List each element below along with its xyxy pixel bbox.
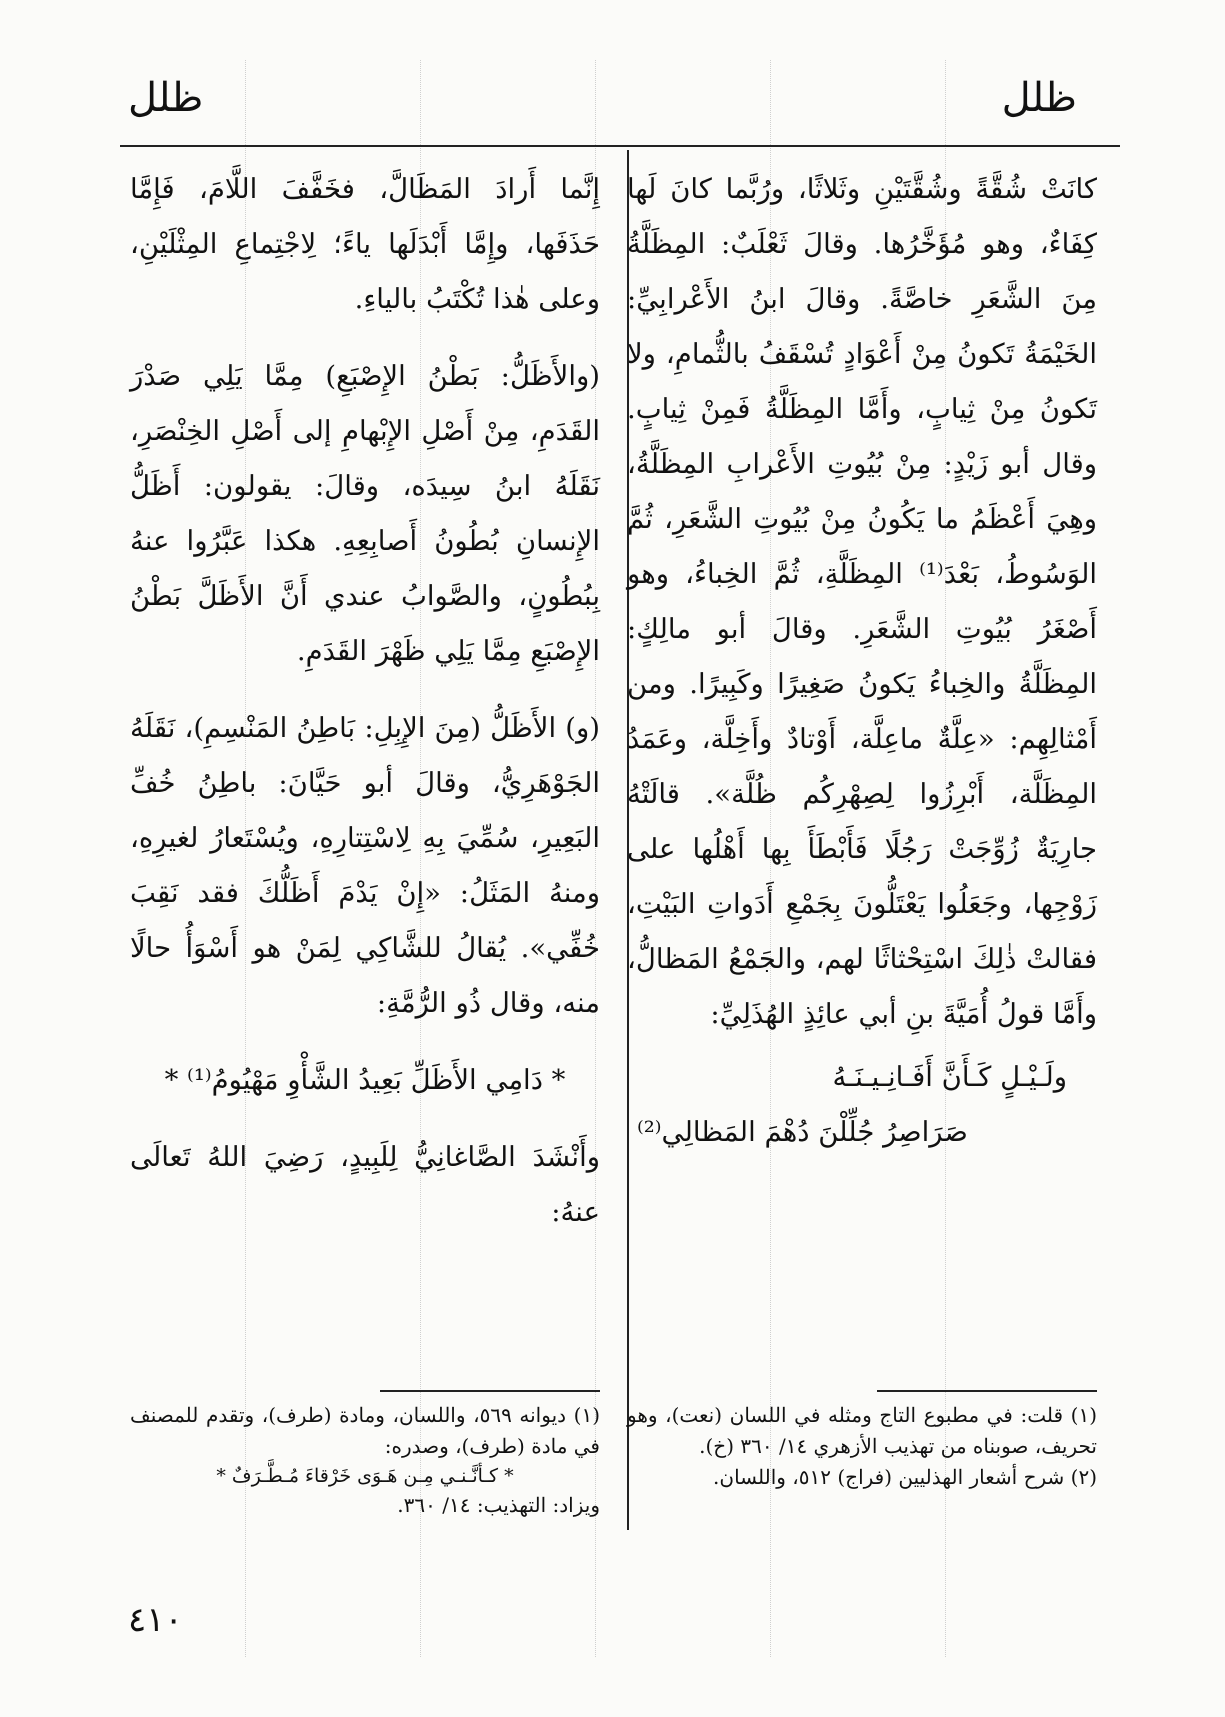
footnote: (٢) شرح أشعار الهذليين (فراج) ٥١٢، واللسان. [713, 1465, 1097, 1489]
right-paragraph: كانَتْ شُقَّةً وشُقَّتَيْنِ وثَلاثًا، ورُبَّما كانَ لَها كِفَاءٌ، وهو مُؤَخَّرُها. وقالَ ثَعْلَبٌ: المِظَلَّةُ مِنَ الشَّعَرِ خاصَّةً. وقالَ ابنُ الأَعْرابِيِّ: الخَيْمَةُ تَكونُ مِنْ أَعْوَادٍ تُسْقَفُ بالثُّمامِ، ولا تَكونُ مِنْ ثِيابٍ، وأَمَّا المِظَلَّةُ فَمِنْ ثِيابٍ. وقال أبو زَيْدٍ: مِنْ بُيُوتِ الأَعْرابِ المِظَلَّةُ، وهِيَ أَعْظَمُ ما يَكُونُ مِنْ بُيُوتِ الشَّعَرِ، ثُمَّ الوَسُوطُ، بَعْدَ⁽¹⁾ المِظَلَّةِ، ثُمَّ الخِباءُ، وهو أَصْغَرُ بُيُوتِ الشَّعَرِ. وقالَ أبو مالِكٍ: المِظَلَّةُ والخِباءُ يَكونُ صَغِيرًا وكَبِيرًا. ومن أَمْثالِهِم: «عِلَّةٌ ماعِلَّة، أَوْتادٌ وأَخِلَّة، وعَمَدُ المِظَلَّة، أَبْرِزُوا لِصِهْرِكُم ظُلَّة». قالَتْهُ جارِيَةٌ زُوِّجَتْ رَجُلًا فَأَبْطَأَ بِها أَهْلُها على زَوْجِها، وجَعَلُوا يَعْتَلُّونَ بِجَمْعِ أَدَواتِ البَيْتِ، فقالتْ ذٰلِكَ اسْتِحْثاثًا لهم، والجَمْعُ المَظالُّ، وأَمَّا قولُ أُمَيَّةَ بنِ أبي عائِذٍ الهُذَلِيِّ: [627, 173, 1097, 1030]
left-column [130, 162, 600, 1240]
poem [627, 1050, 1097, 1160]
running-header-right: ظلل [1001, 75, 1077, 121]
running-header-left: ظلل [128, 75, 204, 121]
left-paragraph: إِنَّما أَرادَ المَظَالَّ، فخَفَّفَ اللَّامَ، فَإِمَّا حَذَفَها، وإِمَّا أَبْدَلَها ياءً؛ لِاجْتِماعِ المِثْلَيْنِ، وعلى هٰذا تُكْتَبُ بالياءِ. [130, 173, 600, 315]
verse-line: * دَامِي الأَظَلِّ بَعِيدُ الشَّأْوِ مَهْيُومُ⁽¹⁾ * [164, 1064, 566, 1096]
right-column [627, 162, 1097, 1160]
footnote-separator [877, 1390, 1097, 1392]
footnote: (١) قلت: في مطبوع التاج ومثله في اللسان (نعت)، وهو تحريف، صوبناه من تهذيب الأزهري ١٤/ ٣٦٠ (خ). [627, 1403, 1097, 1458]
footnote-separator [380, 1390, 600, 1392]
footnotes-right [627, 1372, 1097, 1493]
footnote: ويزاد: التهذيب: ١٤/ ٣٦٠. [397, 1493, 600, 1517]
left-paragraph: (و) الأَظَلُّ (مِنَ الإِبِلِ: بَاطِنُ المَنْسِمِ)، نَقَلَهُ الجَوْهَرِيُّ، وقالَ أبو حَيَّانَ: باطِنُ خُفِّ البَعِيرِ، سُمِّيَ بِهِ لِاسْتِتارِهِ، ويُسْتَعارُ لغيرِهِ، ومنهُ المَثَلُ: «إِنْ يَدْمَ أَظَلُّكَ فقد نَقِبَ خُفِّي». يُقالُ للشَّاكِي لِمَنْ هو أَسْوَأُ حالًا منه، وقال ذُو الرُّمَّةِ: [130, 712, 600, 1019]
poem-hemistich: ولَـيْـلٍ كَـأَنَّ أَفَـانِـيـنَـهُ [832, 1061, 1067, 1093]
poem-hemistich: صَرَاصِرُ جُلِّلْنَ دُهْمَ المَظالِي⁽²⁾ [637, 1116, 968, 1148]
header-rule [120, 145, 1120, 147]
footnotes-left [130, 1372, 600, 1521]
footnote: (١) ديوانه ٥٦٩، واللسان، ومادة (طرف)، وتقدم للمصنف في مادة (طرف)، وصدره: [130, 1403, 600, 1458]
footnote-verse: * كـأنَّـنـي مِـن هَـوَى خَرْقاءَ مُـطَّـرَفٌ * [216, 1465, 514, 1487]
left-paragraph: (والأَظَلُّ: بَطْنُ الإِصْبَعِ) مِمَّا يَلِي صَدْرَ القَدَمِ، مِنْ أَصْلِ الإِبْهامِ إلى أَصْلِ الخِنْصَرِ، نَقَلَهُ ابنُ سِيدَه، وقالَ: يقولون: أَظَلُّ الإِنسانِ بُطُونُ أَصابِعِهِ. هكذا عَبَّرُوا عنهُ بِبُطُونٍ، والصَّوابُ عندي أَنَّ الأَظَلَّ بَطْنُ الإِصْبَعِ مِمَّا يَلِي ظَهْرَ القَدَمِ. [130, 360, 600, 667]
left-paragraph: وأَنْشَدَ الصَّاغانِيُّ لِلَبِيدٍ، رَضِيَ اللهُ تَعالَى عنهُ: [130, 1141, 600, 1228]
page-number: ٤١٠ [128, 1600, 183, 1640]
